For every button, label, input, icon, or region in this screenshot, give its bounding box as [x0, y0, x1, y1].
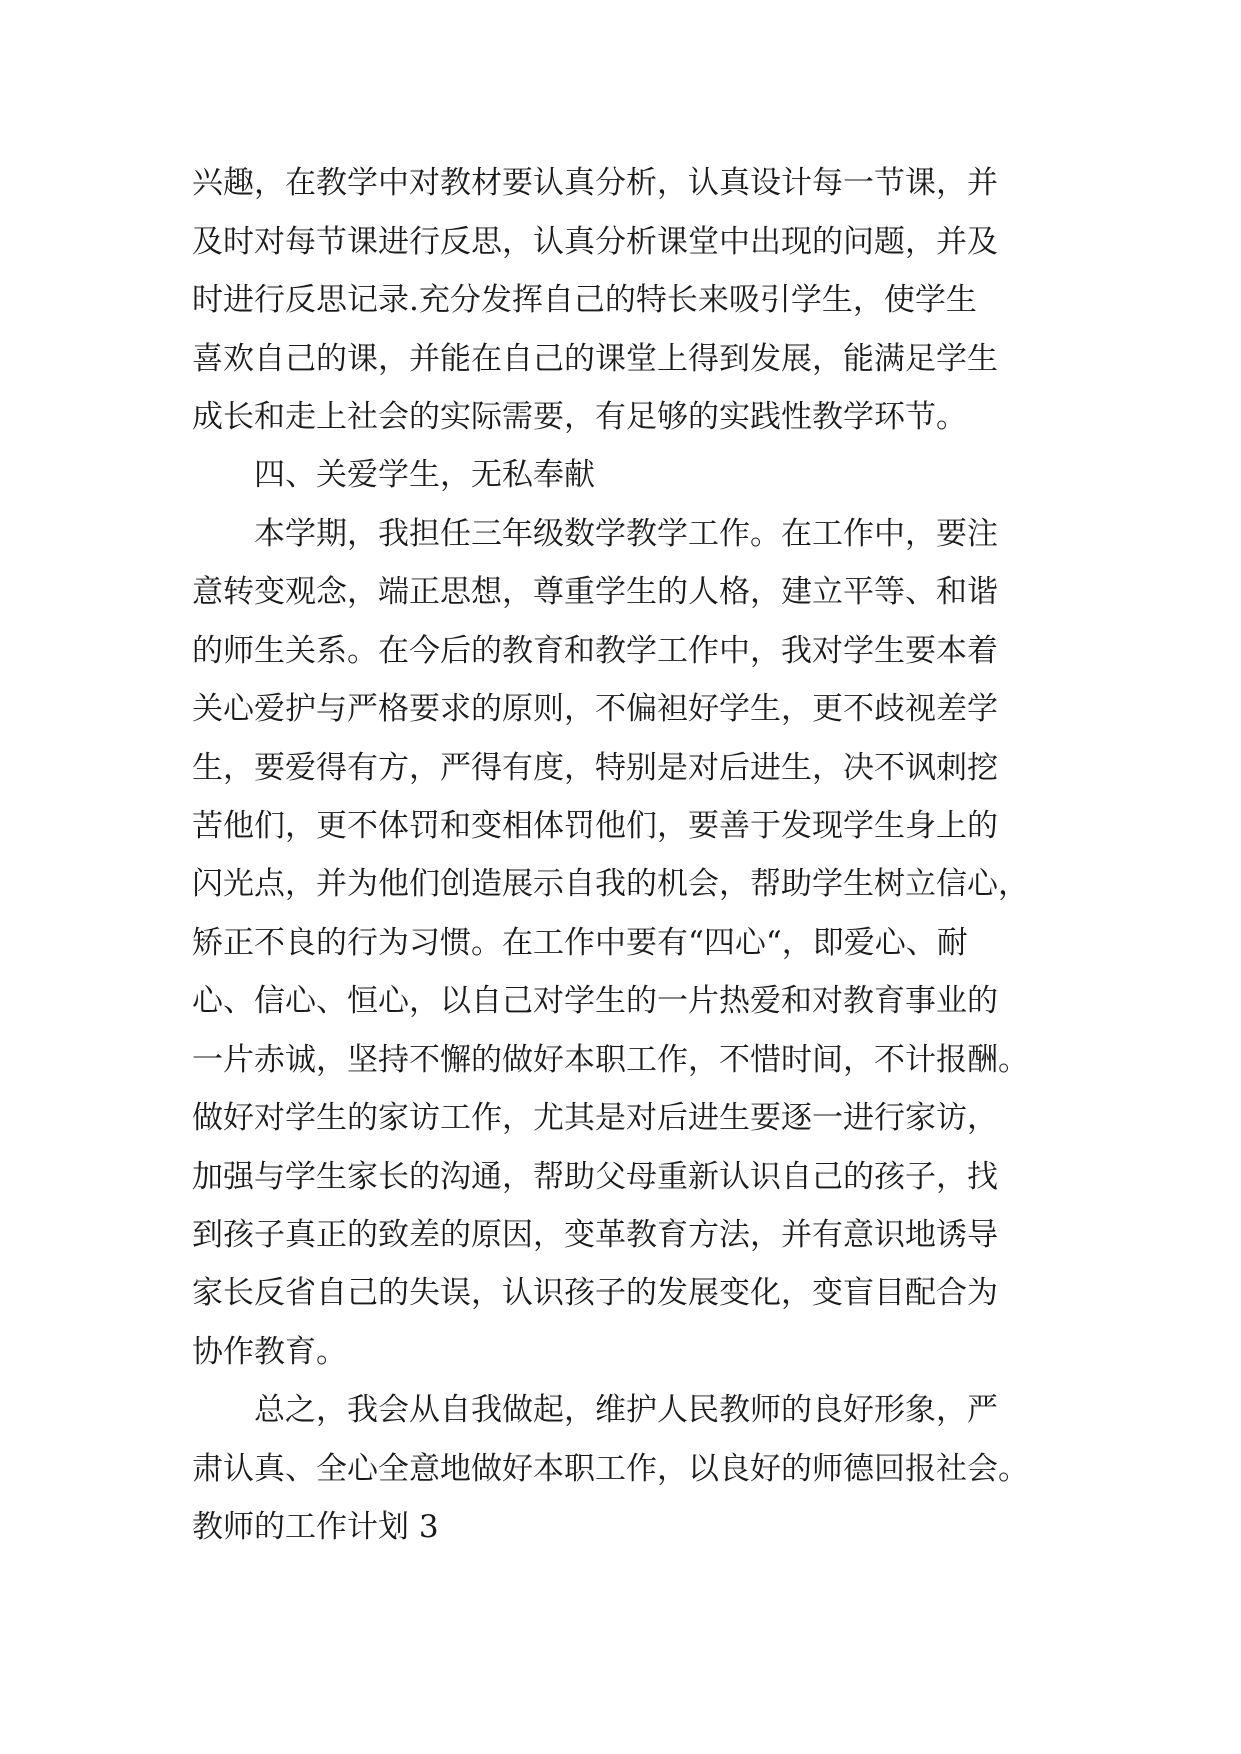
text-line: 总之，我会从自我做起，维护人民教师的良好形象，严	[254, 1392, 998, 1428]
text-line: 加强与学生家长的沟通，帮助父母重新认识自己的孩子，找	[192, 1159, 998, 1195]
text-line: 闪光点，并为他们创造展示自我的机会，帮助学生树立信心，	[192, 866, 1029, 902]
text-line: 本学期，我担任三年级数学教学工作。在工作中，要注	[254, 516, 998, 552]
text-line: 的师生关系。在今后的教育和教学工作中，我对学生要本着	[192, 633, 998, 669]
text-line: 一片赤诚，坚持不懈的做好本职工作，不惜时间，不计报酬。	[192, 1042, 1029, 1078]
text-line: 做好对学生的家访工作，尤其是对后进生要逐一进行家访，	[192, 1100, 998, 1136]
text-line: 意转变观念，端正思想，尊重学生的人格，建立平等、和谐	[192, 574, 998, 610]
text-line: 家长反省自己的失误，认识孩子的发展变化，变盲目配合为	[192, 1275, 998, 1311]
text-line: 关心爱护与严格要求的原则，不偏袒好学生，更不歧视差学	[192, 691, 998, 727]
section-title: 教师的工作计划 3	[192, 1509, 439, 1545]
text-line: 时进行反思记录.充分发挥自己的特长来吸引学生，使学生	[192, 282, 977, 318]
text-line: 成长和走上社会的实际需要，有足够的实践性教学环节。	[192, 399, 967, 435]
text-line: 苦他们，更不体罚和变相体罚他们，要善于发现学生身上的	[192, 808, 998, 844]
section-heading: 四、关爱学生，无私奉献	[254, 457, 595, 493]
text-line: 生，要爱得有方，严得有度，特别是对后进生，决不讽刺挖	[192, 750, 998, 786]
text-line: 矫正不良的行为习惯。在工作中要有“四心“，即爱心、耐	[192, 925, 968, 961]
text-line: 到孩子真正的致差的原因，变革教育方法，并有意识地诱导	[192, 1217, 998, 1253]
text-line: 肃认真、全心全意地做好本职工作，以良好的师德回报社会。	[192, 1451, 1029, 1487]
text-line: 心、信心、恒心，以自己对学生的一片热爱和对教育事业的	[192, 983, 998, 1019]
text-line: 喜欢自己的课，并能在自己的课堂上得到发展，能满足学生	[192, 341, 998, 377]
text-line: 协作教育。	[192, 1334, 347, 1370]
text-line: 兴趣，在教学中对教材要认真分析，认真设计每一节课，并	[192, 165, 998, 201]
text-line: 及时对每节课进行反思，认真分析课堂中出现的问题，并及	[192, 224, 998, 260]
